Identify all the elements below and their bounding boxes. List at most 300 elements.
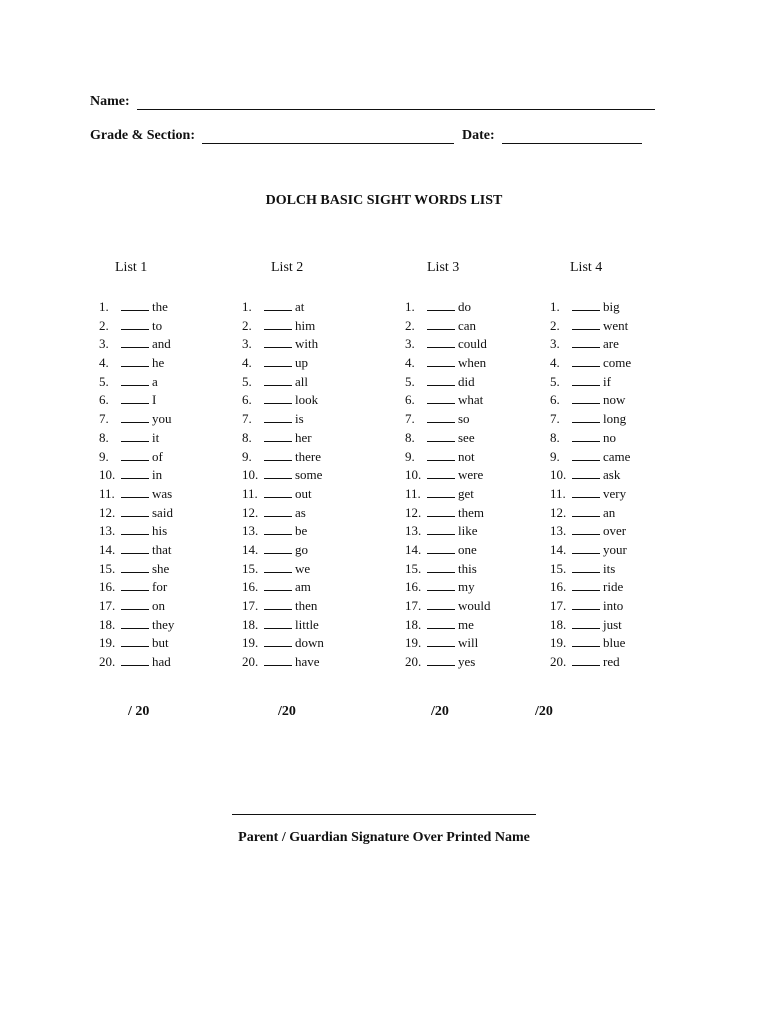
sight-word: that (152, 541, 172, 557)
item-number: 8. (99, 429, 109, 445)
item-number: 17. (99, 598, 116, 613)
item-number: 15. (405, 560, 422, 576)
answer-blank[interactable] (572, 617, 600, 629)
sight-word: its (603, 560, 616, 576)
answer-blank[interactable] (121, 318, 149, 330)
item-number: 3. (242, 336, 252, 352)
item-number: 5. (242, 373, 252, 389)
list-item (99, 391, 174, 410)
sight-word: I (152, 392, 157, 408)
sight-word: had (152, 654, 171, 670)
answer-blank[interactable] (427, 542, 455, 554)
sight-word: is (295, 411, 304, 427)
list-item (99, 335, 174, 354)
score-list-3: /20 (431, 704, 449, 719)
list-item (99, 466, 174, 485)
word-list-4 (550, 298, 631, 672)
list-item (405, 354, 491, 373)
item-number: 6. (550, 392, 560, 408)
item-number: 18. (405, 616, 422, 632)
answer-blank[interactable] (264, 486, 292, 498)
sight-word: went (603, 317, 629, 333)
answer-blank[interactable] (121, 505, 149, 517)
answer-blank[interactable] (427, 430, 455, 442)
sight-word: not (458, 448, 475, 464)
list-item (550, 634, 631, 653)
list-item (99, 541, 174, 560)
answer-blank[interactable] (121, 561, 149, 573)
sight-word: can (458, 317, 477, 333)
answer-blank[interactable] (427, 505, 455, 517)
sight-word: she (152, 560, 170, 576)
answer-blank[interactable] (264, 617, 292, 629)
answer-blank[interactable] (427, 523, 455, 535)
answer-blank[interactable] (121, 654, 149, 666)
list-heading-2: List 2 (271, 260, 304, 275)
list-item (405, 298, 491, 317)
item-number: 19. (405, 635, 422, 651)
answer-blank[interactable] (427, 336, 455, 348)
answer-blank[interactable] (427, 411, 455, 423)
list-item (550, 485, 631, 504)
answer-blank[interactable] (264, 635, 292, 647)
answer-blank[interactable] (264, 299, 292, 311)
list-item (405, 391, 491, 410)
list-item (99, 597, 174, 616)
sight-word: were (458, 467, 484, 483)
sight-word: ride (603, 579, 624, 595)
answer-blank[interactable] (572, 430, 600, 442)
sight-word: as (295, 504, 306, 520)
sight-word: get (458, 485, 474, 501)
sight-word: and (152, 336, 171, 352)
list-item (405, 634, 491, 653)
sight-word: to (152, 317, 163, 333)
word-list-2 (242, 298, 324, 672)
sight-word: be (295, 523, 308, 539)
answer-blank[interactable] (572, 355, 600, 367)
name-field[interactable] (137, 95, 655, 110)
sight-word: out (295, 485, 312, 501)
date-field[interactable] (502, 129, 642, 144)
list-item (405, 597, 491, 616)
list-item (405, 616, 491, 635)
page-title: DOLCH BASIC SIGHT WORDS LIST (265, 193, 503, 208)
item-number: 11. (99, 485, 115, 501)
name-row (90, 94, 655, 110)
list-item (550, 354, 631, 373)
sight-word: am (295, 579, 311, 595)
item-number: 15. (550, 560, 567, 576)
sight-word: at (295, 299, 305, 314)
sight-word: could (458, 336, 487, 352)
list-item (550, 578, 631, 597)
list-item (550, 597, 631, 616)
answer-blank[interactable] (572, 654, 600, 666)
item-number: 20. (550, 654, 567, 670)
list-item (550, 448, 631, 467)
item-number: 10. (242, 467, 259, 483)
sight-word: of (152, 448, 163, 464)
list-item (405, 541, 491, 560)
answer-blank[interactable] (264, 449, 292, 461)
list-item (405, 466, 491, 485)
list-item (242, 504, 324, 523)
item-number: 15. (242, 560, 259, 576)
list-item (242, 354, 324, 373)
sight-word: now (603, 392, 626, 408)
item-number: 18. (99, 616, 116, 632)
item-number: 19. (550, 635, 567, 651)
item-number: 13. (99, 523, 116, 539)
answer-blank[interactable] (121, 542, 149, 554)
list-item (99, 448, 174, 467)
item-number: 12. (405, 504, 422, 520)
sight-word: up (295, 355, 308, 371)
item-number: 5. (550, 373, 560, 389)
item-number: 17. (242, 598, 259, 613)
sight-word: very (603, 485, 627, 501)
answer-blank[interactable] (264, 542, 292, 554)
word-list-3 (405, 298, 491, 672)
answer-blank[interactable] (427, 374, 455, 386)
answer-blank[interactable] (121, 392, 149, 404)
list-item (242, 410, 324, 429)
answer-blank[interactable] (427, 318, 455, 330)
sight-word: the (152, 299, 168, 314)
sight-word: long (603, 411, 627, 427)
sight-word: would (458, 598, 491, 613)
sight-word: you (152, 411, 172, 427)
item-number: 19. (99, 635, 116, 651)
sight-word: they (152, 616, 175, 632)
grade-date-row (90, 128, 642, 144)
list-item (550, 391, 631, 410)
sight-word: like (458, 523, 478, 539)
item-number: 2. (242, 317, 252, 333)
answer-blank[interactable] (572, 505, 600, 517)
item-number: 4. (242, 355, 252, 371)
item-number: 20. (242, 654, 259, 670)
list-item (405, 448, 491, 467)
answer-blank[interactable] (264, 467, 292, 479)
item-number: 14. (99, 541, 116, 557)
list-item (242, 317, 324, 336)
answer-blank[interactable] (264, 430, 292, 442)
item-number: 3. (99, 336, 109, 352)
answer-blank[interactable] (121, 598, 149, 610)
list-item (99, 634, 174, 653)
answer-blank[interactable] (264, 318, 292, 330)
answer-blank[interactable] (572, 392, 600, 404)
sight-word: little (295, 616, 319, 632)
answer-blank[interactable] (121, 579, 149, 591)
answer-blank[interactable] (121, 635, 149, 647)
item-number: 6. (99, 392, 109, 408)
answer-blank[interactable] (572, 336, 600, 348)
answer-blank[interactable] (121, 486, 149, 498)
answer-blank[interactable] (572, 486, 600, 498)
list-item (405, 504, 491, 523)
sight-word: them (458, 504, 484, 520)
signature-label: Parent / Guardian Signature Over Printed Name (238, 830, 530, 845)
item-number: 18. (550, 616, 567, 632)
sight-word: ask (603, 467, 621, 483)
sight-word: her (295, 429, 312, 445)
item-number: 16. (99, 579, 116, 595)
list-item (242, 522, 324, 541)
item-number: 7. (242, 411, 252, 427)
sight-word: him (295, 317, 316, 333)
answer-blank[interactable] (572, 374, 600, 386)
item-number: 4. (405, 355, 415, 371)
answer-blank[interactable] (427, 467, 455, 479)
sight-word: an (603, 504, 616, 520)
item-number: 5. (99, 373, 109, 389)
answer-blank[interactable] (264, 355, 292, 367)
list-item (242, 634, 324, 653)
sight-word: just (603, 616, 622, 632)
item-number: 16. (242, 579, 259, 595)
sight-word: it (152, 429, 160, 445)
answer-blank[interactable] (427, 486, 455, 498)
answer-blank[interactable] (121, 411, 149, 423)
item-number: 12. (550, 504, 567, 520)
list-item (242, 541, 324, 560)
list-item (242, 616, 324, 635)
list-item (242, 578, 324, 597)
item-number: 12. (99, 504, 116, 520)
sight-word: in (152, 467, 163, 483)
item-number: 4. (550, 355, 560, 371)
sight-word: his (152, 523, 168, 539)
sight-word: all (295, 373, 308, 389)
list-item (550, 429, 631, 448)
sight-word: come (603, 355, 632, 371)
list-item (242, 448, 324, 467)
answer-blank[interactable] (121, 467, 149, 479)
sight-word: we (295, 560, 311, 576)
item-number: 19. (242, 635, 259, 651)
list-item (242, 466, 324, 485)
answer-blank[interactable] (572, 523, 600, 535)
answer-blank[interactable] (427, 392, 455, 404)
list-item (242, 298, 324, 317)
item-number: 6. (405, 392, 415, 408)
list-item (550, 373, 631, 392)
sight-word: no (603, 429, 616, 445)
item-number: 10. (405, 467, 422, 483)
list-item (550, 616, 631, 635)
name-label: Name: (90, 94, 130, 109)
sight-word: for (152, 579, 168, 595)
item-number: 2. (550, 317, 560, 333)
list-item (99, 354, 174, 373)
item-number: 18. (242, 616, 259, 632)
answer-blank[interactable] (427, 449, 455, 461)
list-item (242, 485, 324, 504)
sight-word: over (603, 523, 627, 539)
list-heading-3: List 3 (427, 260, 460, 275)
answer-blank[interactable] (427, 654, 455, 666)
answer-blank[interactable] (427, 617, 455, 629)
score-list-1: / 20 (128, 704, 150, 719)
item-number: 7. (99, 411, 109, 427)
sight-word: when (458, 355, 487, 371)
answer-blank[interactable] (264, 411, 292, 423)
item-number: 1. (405, 299, 415, 314)
list-item (99, 317, 174, 336)
answer-blank[interactable] (264, 598, 292, 610)
list-item (550, 541, 631, 560)
item-number: 16. (405, 579, 422, 595)
sight-word: your (603, 541, 627, 557)
sight-word: but (152, 635, 169, 651)
item-number: 16. (550, 579, 567, 595)
signature-line[interactable] (232, 814, 536, 815)
answer-blank[interactable] (121, 336, 149, 348)
item-number: 13. (550, 523, 567, 539)
list-item (99, 504, 174, 523)
list-item (99, 410, 174, 429)
answer-blank[interactable] (572, 299, 600, 311)
sight-word: go (295, 541, 308, 557)
item-number: 11. (405, 485, 421, 501)
list-item (242, 560, 324, 579)
answer-blank[interactable] (264, 523, 292, 535)
answer-blank[interactable] (572, 598, 600, 610)
list-item (550, 335, 631, 354)
item-number: 10. (550, 467, 567, 483)
answer-blank[interactable] (264, 336, 292, 348)
sight-word: he (152, 355, 165, 371)
sight-word: blue (603, 635, 626, 651)
answer-blank[interactable] (427, 635, 455, 647)
list-item (99, 522, 174, 541)
item-number: 11. (242, 485, 258, 501)
list-item (99, 616, 174, 635)
list-item (550, 317, 631, 336)
item-number: 1. (550, 299, 560, 314)
grade-section-label: Grade & Section: (90, 128, 195, 143)
answer-blank[interactable] (121, 299, 149, 311)
answer-blank[interactable] (264, 654, 292, 666)
sight-word: red (603, 654, 620, 670)
item-number: 8. (405, 429, 415, 445)
answer-blank[interactable] (572, 318, 600, 330)
sight-word: see (458, 429, 475, 445)
sight-word: there (295, 448, 321, 464)
list-item (99, 429, 174, 448)
sight-word: yes (458, 654, 476, 670)
list-item (550, 298, 631, 317)
answer-blank[interactable] (572, 561, 600, 573)
sight-word: down (295, 635, 324, 651)
list-item (405, 522, 491, 541)
sight-word: into (603, 598, 624, 613)
item-number: 12. (242, 504, 259, 520)
list-item (405, 578, 491, 597)
answer-blank[interactable] (572, 635, 600, 647)
list-item (550, 653, 631, 672)
date-label: Date: (461, 128, 495, 143)
grade-section-field[interactable] (202, 129, 454, 144)
list-item (99, 560, 174, 579)
answer-blank[interactable] (264, 579, 292, 591)
item-number: 7. (550, 411, 560, 427)
answer-blank[interactable] (427, 561, 455, 573)
sight-word: then (295, 598, 318, 613)
list-item (242, 391, 324, 410)
item-number: 17. (405, 598, 422, 613)
item-number: 4. (99, 355, 109, 371)
sight-word: my (458, 579, 475, 595)
answer-blank[interactable] (121, 374, 149, 386)
answer-blank[interactable] (264, 392, 292, 404)
answer-blank[interactable] (121, 617, 149, 629)
list-item (550, 504, 631, 523)
item-number: 20. (99, 654, 116, 670)
sight-word: this (458, 560, 477, 576)
answer-blank[interactable] (572, 467, 600, 479)
list-heading-4: List 4 (570, 260, 603, 275)
score-list-2: /20 (278, 704, 296, 719)
answer-blank[interactable] (264, 505, 292, 517)
sight-word: what (458, 392, 484, 408)
answer-blank[interactable] (572, 542, 600, 554)
sight-word: big (603, 299, 620, 314)
answer-blank[interactable] (427, 598, 455, 610)
list-item (405, 653, 491, 672)
list-item (242, 653, 324, 672)
answer-blank[interactable] (121, 430, 149, 442)
list-item (405, 485, 491, 504)
item-number: 3. (405, 336, 415, 352)
answer-blank[interactable] (572, 449, 600, 461)
item-number: 9. (405, 448, 415, 464)
list-item (405, 560, 491, 579)
item-number: 14. (550, 541, 567, 557)
list-item (99, 298, 174, 317)
list-item (99, 578, 174, 597)
item-number: 20. (405, 654, 422, 670)
list-item (99, 485, 174, 504)
answer-blank[interactable] (264, 374, 292, 386)
item-number: 14. (405, 541, 422, 557)
answer-blank[interactable] (427, 579, 455, 591)
answer-blank[interactable] (427, 355, 455, 367)
sight-word: some (295, 467, 323, 483)
answer-blank[interactable] (121, 449, 149, 461)
answer-blank[interactable] (427, 299, 455, 311)
list-item (99, 653, 174, 672)
list-item (242, 335, 324, 354)
sight-word: on (152, 598, 165, 613)
answer-blank[interactable] (121, 523, 149, 535)
item-number: 2. (405, 317, 415, 333)
sight-word: so (458, 411, 470, 427)
answer-blank[interactable] (121, 355, 149, 367)
answer-blank[interactable] (572, 411, 600, 423)
item-number: 9. (242, 448, 252, 464)
list-item (405, 429, 491, 448)
item-number: 1. (242, 299, 252, 314)
answer-blank[interactable] (264, 561, 292, 573)
sight-word: was (152, 485, 173, 501)
answer-blank[interactable] (572, 579, 600, 591)
item-number: 2. (99, 317, 109, 333)
sight-word: if (603, 373, 611, 389)
